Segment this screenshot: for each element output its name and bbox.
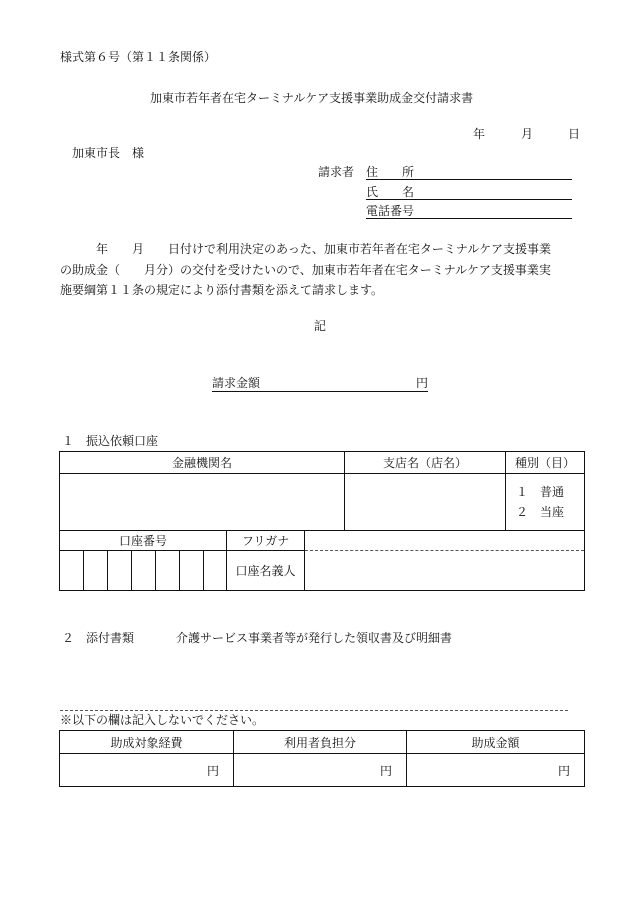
cut-line-divider [60, 710, 568, 711]
furigana-label: フリガナ [227, 531, 305, 551]
furigana-cell[interactable] [305, 531, 585, 551]
subsidy-amount-header: 助成金額 [407, 731, 585, 754]
office-table [59, 730, 585, 787]
ki-label: 記 [314, 319, 327, 333]
user-share-header: 利用者負担分 [234, 731, 407, 754]
name-label: 氏 名 [366, 185, 415, 199]
account-digit-cell[interactable] [180, 551, 204, 591]
date-day-label: 日 [568, 127, 581, 141]
bank-table [59, 451, 585, 531]
amount-unit: 円 [416, 376, 429, 390]
account-type-current[interactable]: ２ 当座 [516, 505, 565, 519]
address-field[interactable] [366, 179, 572, 180]
form-number: 様式第６号（第１１条関係） [60, 50, 217, 64]
bank-section-heading: １ 振込依頼口座 [62, 434, 159, 448]
account-number-header: 口座番号 [60, 531, 227, 551]
subsidy-expense-header: 助成対象経費 [60, 731, 234, 754]
phone-label: 電話番号 [366, 204, 415, 218]
attachments-value: 介護サービス事業者等が発行した領収書及び明細書 [176, 631, 453, 645]
subsidy-amount-unit: 円 [407, 754, 585, 787]
body-line-3: 施要綱第１１条の規定により添付書類を添えて請求します。 [60, 283, 384, 297]
bank-name-header: 金融機関名 [60, 452, 345, 474]
user-share-unit: 円 [234, 754, 407, 787]
office-use-note: ※以下の欄は記入しないでください。 [60, 713, 265, 727]
amount-field[interactable] [212, 391, 428, 392]
account-digit-cell[interactable] [108, 551, 132, 591]
branch-name-header: 支店名（店名） [345, 452, 506, 474]
attachments-label: ２ 添付書類 [62, 631, 135, 645]
body-line-1: 年 月 日付けで利用決定のあった、加東市若年者在宅ターミナルケア支援事業 [96, 242, 552, 256]
address-label: 住 所 [366, 165, 415, 179]
account-holder-cell[interactable] [305, 551, 585, 591]
phone-field[interactable] [366, 218, 572, 219]
account-digit-cell[interactable] [132, 551, 156, 591]
date-month-label: 月 [521, 127, 534, 141]
body-line-2: の助成金（ 月分）の交付を受けたいので、加東市若年者在宅ターミナルケア支援事業実 [60, 263, 551, 277]
subsidy-expense-unit: 円 [60, 754, 234, 787]
addressee: 加東市長 様 [72, 146, 145, 160]
date-year-label: 年 [473, 127, 486, 141]
account-digit-cell[interactable] [60, 551, 84, 591]
account-digit-cell[interactable] [204, 551, 227, 591]
bank-name-cell[interactable] [60, 474, 345, 531]
requester-label: 請求者 [318, 165, 355, 179]
account-holder-label: 口座名義人 [227, 551, 305, 591]
account-digit-cell[interactable] [84, 551, 108, 591]
document-title: 加東市若年者在宅ターミナルケア支援事業助成金交付請求書 [150, 91, 474, 105]
account-table [59, 530, 585, 591]
account-digit-cell[interactable] [156, 551, 180, 591]
branch-name-cell[interactable] [345, 474, 506, 531]
account-type-header: 種別（目） [506, 452, 585, 474]
name-field[interactable] [366, 199, 572, 200]
account-type-cell[interactable] [506, 474, 585, 531]
amount-label: 請求金額 [212, 376, 261, 390]
account-type-ordinary[interactable]: １ 普通 [516, 485, 565, 499]
